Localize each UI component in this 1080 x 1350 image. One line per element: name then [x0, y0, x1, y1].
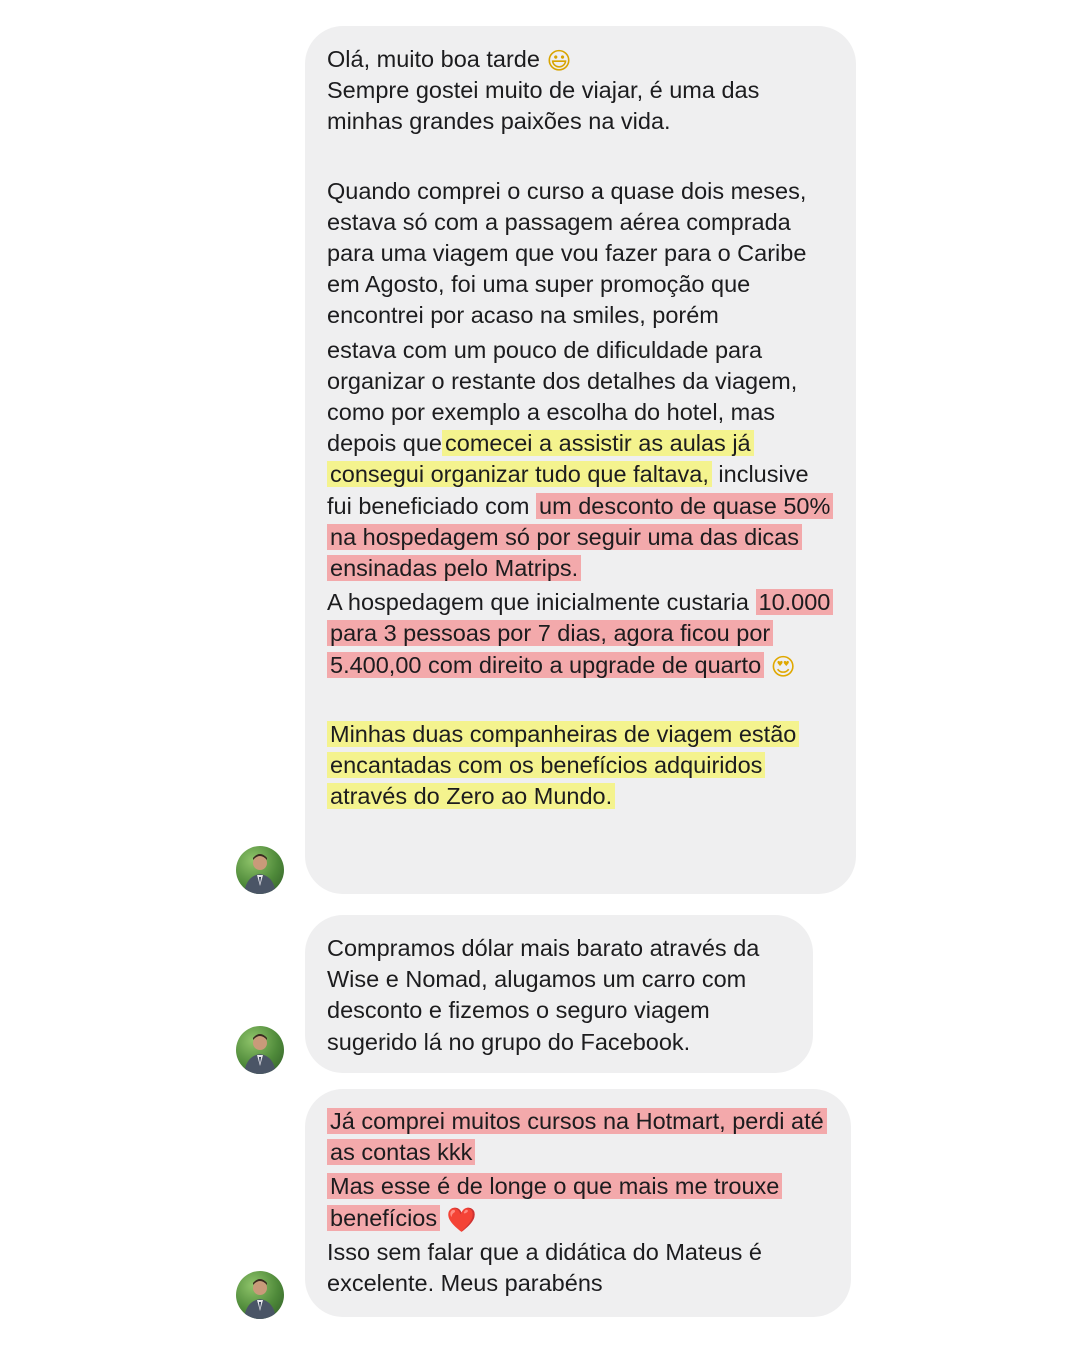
user-avatar-icon[interactable]: [236, 1271, 284, 1319]
message-text: estava com um pouco de dificuldade para organizar o restante dos detalhes da viagem, como por exemplo a escolha do hotel, mas depois que: [327, 336, 798, 457]
smile-emoji-icon: 😃: [546, 48, 572, 75]
message-text: A hospedagem que inicialmente custaria: [327, 589, 749, 616]
paragraph-gap: [327, 681, 834, 719]
message-paragraph: Quando comprei o curso a quase dois meses, estava só com a passagem aérea comprada para uma viagem que vou fazer para o Caribe em Agosto, foi uma super promoção que encontrei por acaso na smiles, porém: [327, 177, 807, 329]
message-paragraph: [327, 719, 834, 813]
message-paragraph: [327, 335, 834, 585]
yellow-highlight-text: comecei a assistir as aulas já consegui organizar tudo que faltava,: [327, 430, 754, 487]
greeting-text: Olá, muito boa tarde: [327, 46, 540, 72]
red-heart-emoji-icon: ❤️: [446, 1206, 477, 1234]
message-bubble[interactable]: [305, 26, 856, 894]
red-highlight-text: um desconto de quase 50% na hospedagem só por seguir uma das dicas ensinadas pelo Matrips.: [327, 493, 833, 581]
user-avatar-icon[interactable]: [236, 846, 284, 894]
red-highlight-text: 10.000 para 3 pessoas por 7 dias, agora ficou por 5.400,00 com direito a upgrade de quarto: [327, 589, 833, 677]
message-bubble[interactable]: [305, 915, 813, 1073]
message-paragraph: [327, 44, 834, 138]
paragraph-gap: [327, 138, 834, 176]
message-bubble[interactable]: [305, 1089, 851, 1317]
message-text: Isso sem falar que a didática do Mateus é excelente. Meus parabéns: [327, 1238, 762, 1297]
red-highlight-text: Já comprei muitos cursos na Hotmart, perdi até as contas kkk: [327, 1108, 827, 1165]
user-avatar-icon[interactable]: [236, 1026, 284, 1074]
message-paragraph: [327, 1171, 829, 1233]
message-paragraph: [327, 587, 834, 681]
yellow-highlight-text: Minhas duas companheiras de viagem estão encantadas com os benefícios adquiridos através do Zero ao Mundo.: [327, 721, 799, 809]
message-text: inclusive fui beneficiado com: [327, 461, 809, 519]
message-text: Compramos dólar mais barato através da Wise e Nomad, alugamos um carro com desconto e fizemos o seguro viagem sugerido lá no grupo do Facebook.: [327, 935, 760, 1055]
message-text: Sempre gostei muito de viajar, é uma das minhas grandes paixões na vida.: [327, 77, 760, 135]
red-highlight-text: Mas esse é de longe o que mais me trouxe benefícios: [327, 1173, 782, 1230]
heart-eyes-emoji-icon: 😍: [770, 653, 796, 681]
message-paragraph: [327, 1106, 829, 1168]
